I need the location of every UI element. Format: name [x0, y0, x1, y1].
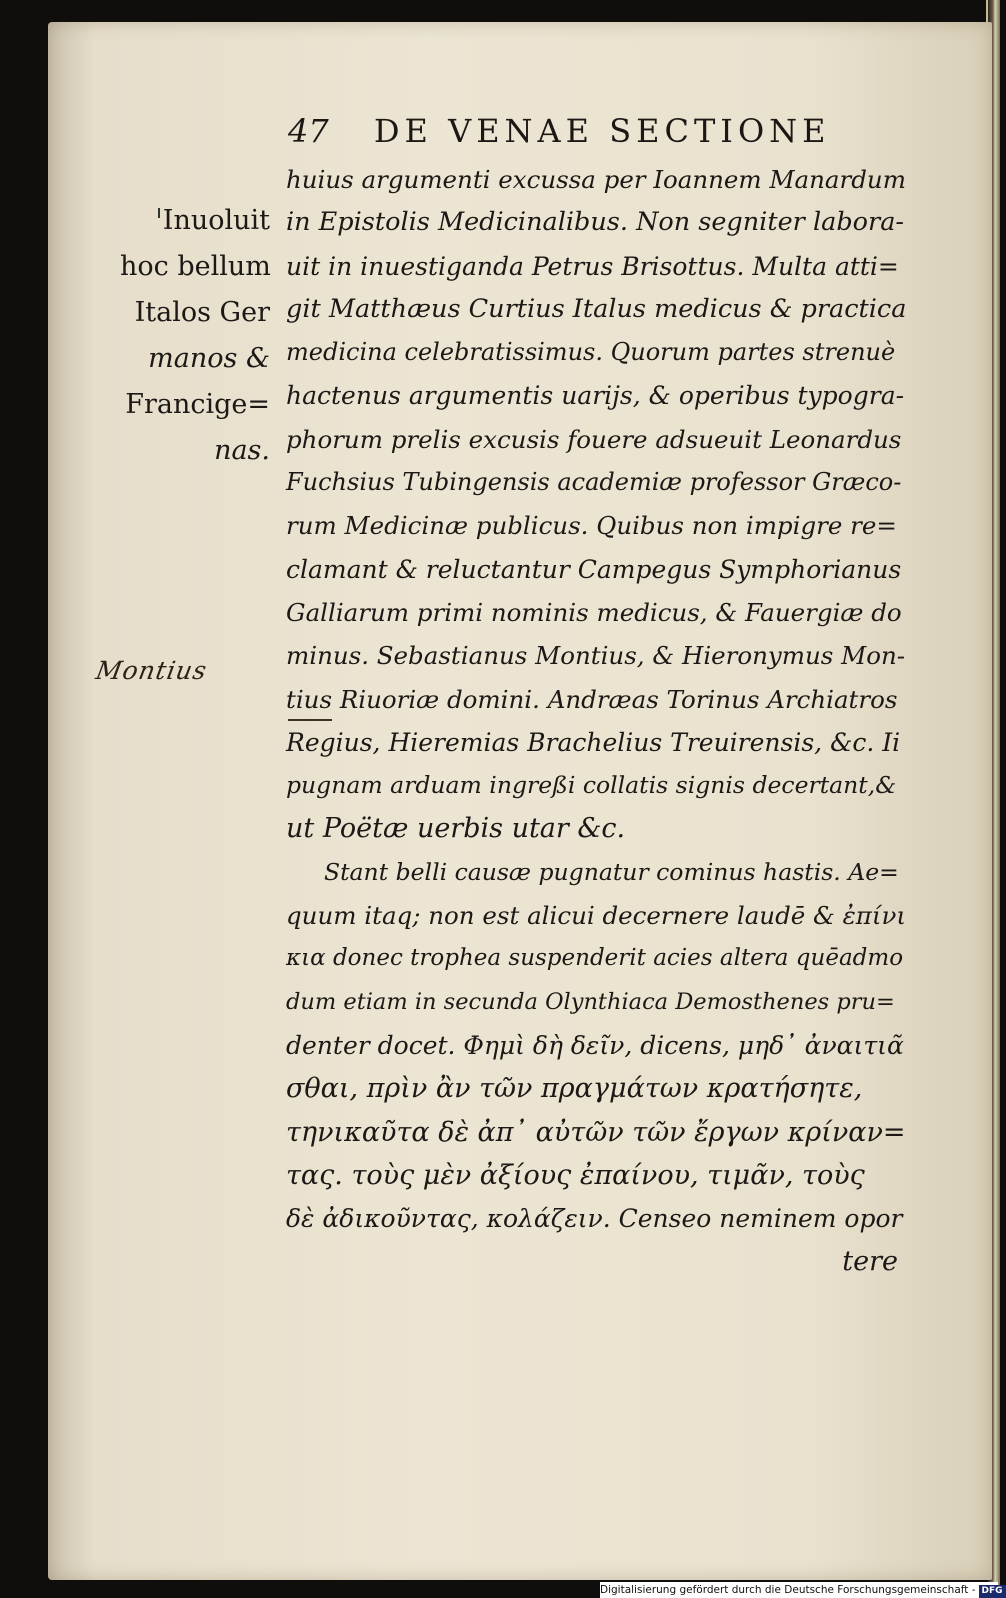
text-line: δὲ ἀδικοῦντας, κολάζειν. Censeo neminem opor: [286, 1204, 903, 1234]
margin-note-line: hoc bellum: [120, 251, 271, 282]
text-line: git Matthæus Curtius Italus medicus & practica: [286, 293, 907, 324]
text-line: minus. Sebastianus Montius, & Hieronymus Mon-: [286, 641, 905, 671]
margin-note-line: nas.: [214, 435, 270, 466]
text-line: quum itaq; non est alicui decernere laudē & ἐπίνι: [286, 901, 907, 931]
text-line: huius argumenti excussa per Ioannem Manardum: [286, 165, 906, 194]
dfg-logo: DFG: [979, 1585, 1006, 1598]
running-header: [288, 112, 848, 152]
text-line: Regius, Hieremias Brachelius Treuirensis, &c. Ii: [286, 727, 901, 757]
digitization-footer: [600, 1582, 1003, 1598]
margin-note: [120, 198, 270, 474]
text-line: τας. τοὺς μὲν ἀξίους ἐπαίνου, τιμᾶν, τοὺς: [286, 1159, 865, 1191]
text-line: ut Poëtæ uerbis utar &c.: [286, 813, 626, 845]
text-line: Galliarum primi nominis medicus, & Fauergiæ do: [286, 597, 902, 627]
text-line: tius Riuoriæ domini. Andræas Torinus Archiatros: [286, 684, 898, 714]
margin-note-line: Inuoluit: [162, 205, 270, 236]
body-text: [286, 158, 906, 1284]
margin-note-line: Francige=: [125, 389, 270, 420]
text-line: in Epistolis Medicinalibus. Non segniter labora-: [286, 207, 905, 238]
text-line: clamant & reluctantur Campegus Symphorianus: [286, 554, 902, 584]
margin-note-line: Italos Ger: [134, 297, 270, 328]
handwritten-annotation: Montius: [93, 656, 210, 685]
text-line: tere: [842, 1246, 898, 1278]
footer-credit: Digitalisierung gefördert durch die Deutsche Forschungsgemeinschaft -: [600, 1584, 976, 1596]
text-line: dum etiam in secunda Olynthiaca Demosthenes pru=: [286, 988, 895, 1015]
text-line: τηνικαῦτα δὲ ἀπ᾽ αὐτῶν τῶν ἔργων κρίναν=: [286, 1116, 906, 1148]
text-line: phorum prelis excusis fouere adsueuit Leonardus: [286, 424, 902, 454]
page-number: 47: [288, 112, 329, 150]
text-line: denter docet. Φημὶ δὴ δεῖν, dicens, μηδ᾽ ἀναιτιᾶ: [286, 1030, 904, 1060]
running-title: DE VENAE SECTIONE: [373, 112, 831, 150]
text-line: pugnam arduam ingreßi collatis signis decertant,&: [286, 771, 897, 800]
margin-note-line: manos &: [148, 343, 270, 374]
text-line: σθαι, πρὶν ἂν τῶν πραγμάτων κρατήσητε,: [286, 1073, 863, 1105]
text-line: uit in inuestiganda Petrus Brisottus. Multa atti=: [286, 251, 899, 281]
text-line: hactenus argumentis uarijs, & operibus typogra-: [286, 381, 905, 411]
text-line: κια donec trophea suspenderit acies altera quēadmo: [286, 945, 904, 972]
text-line: medicina celebratissimus. Quorum partes strenuè: [286, 338, 896, 367]
text-line: Fuchsius Tubingensis academiæ professor Græco-: [286, 468, 902, 497]
text-line: rum Medicinæ publicus. Quibus non impigre re=: [286, 511, 897, 541]
text-line: Stant belli causæ pugnatur cominus hastis. Ae=: [324, 857, 899, 886]
